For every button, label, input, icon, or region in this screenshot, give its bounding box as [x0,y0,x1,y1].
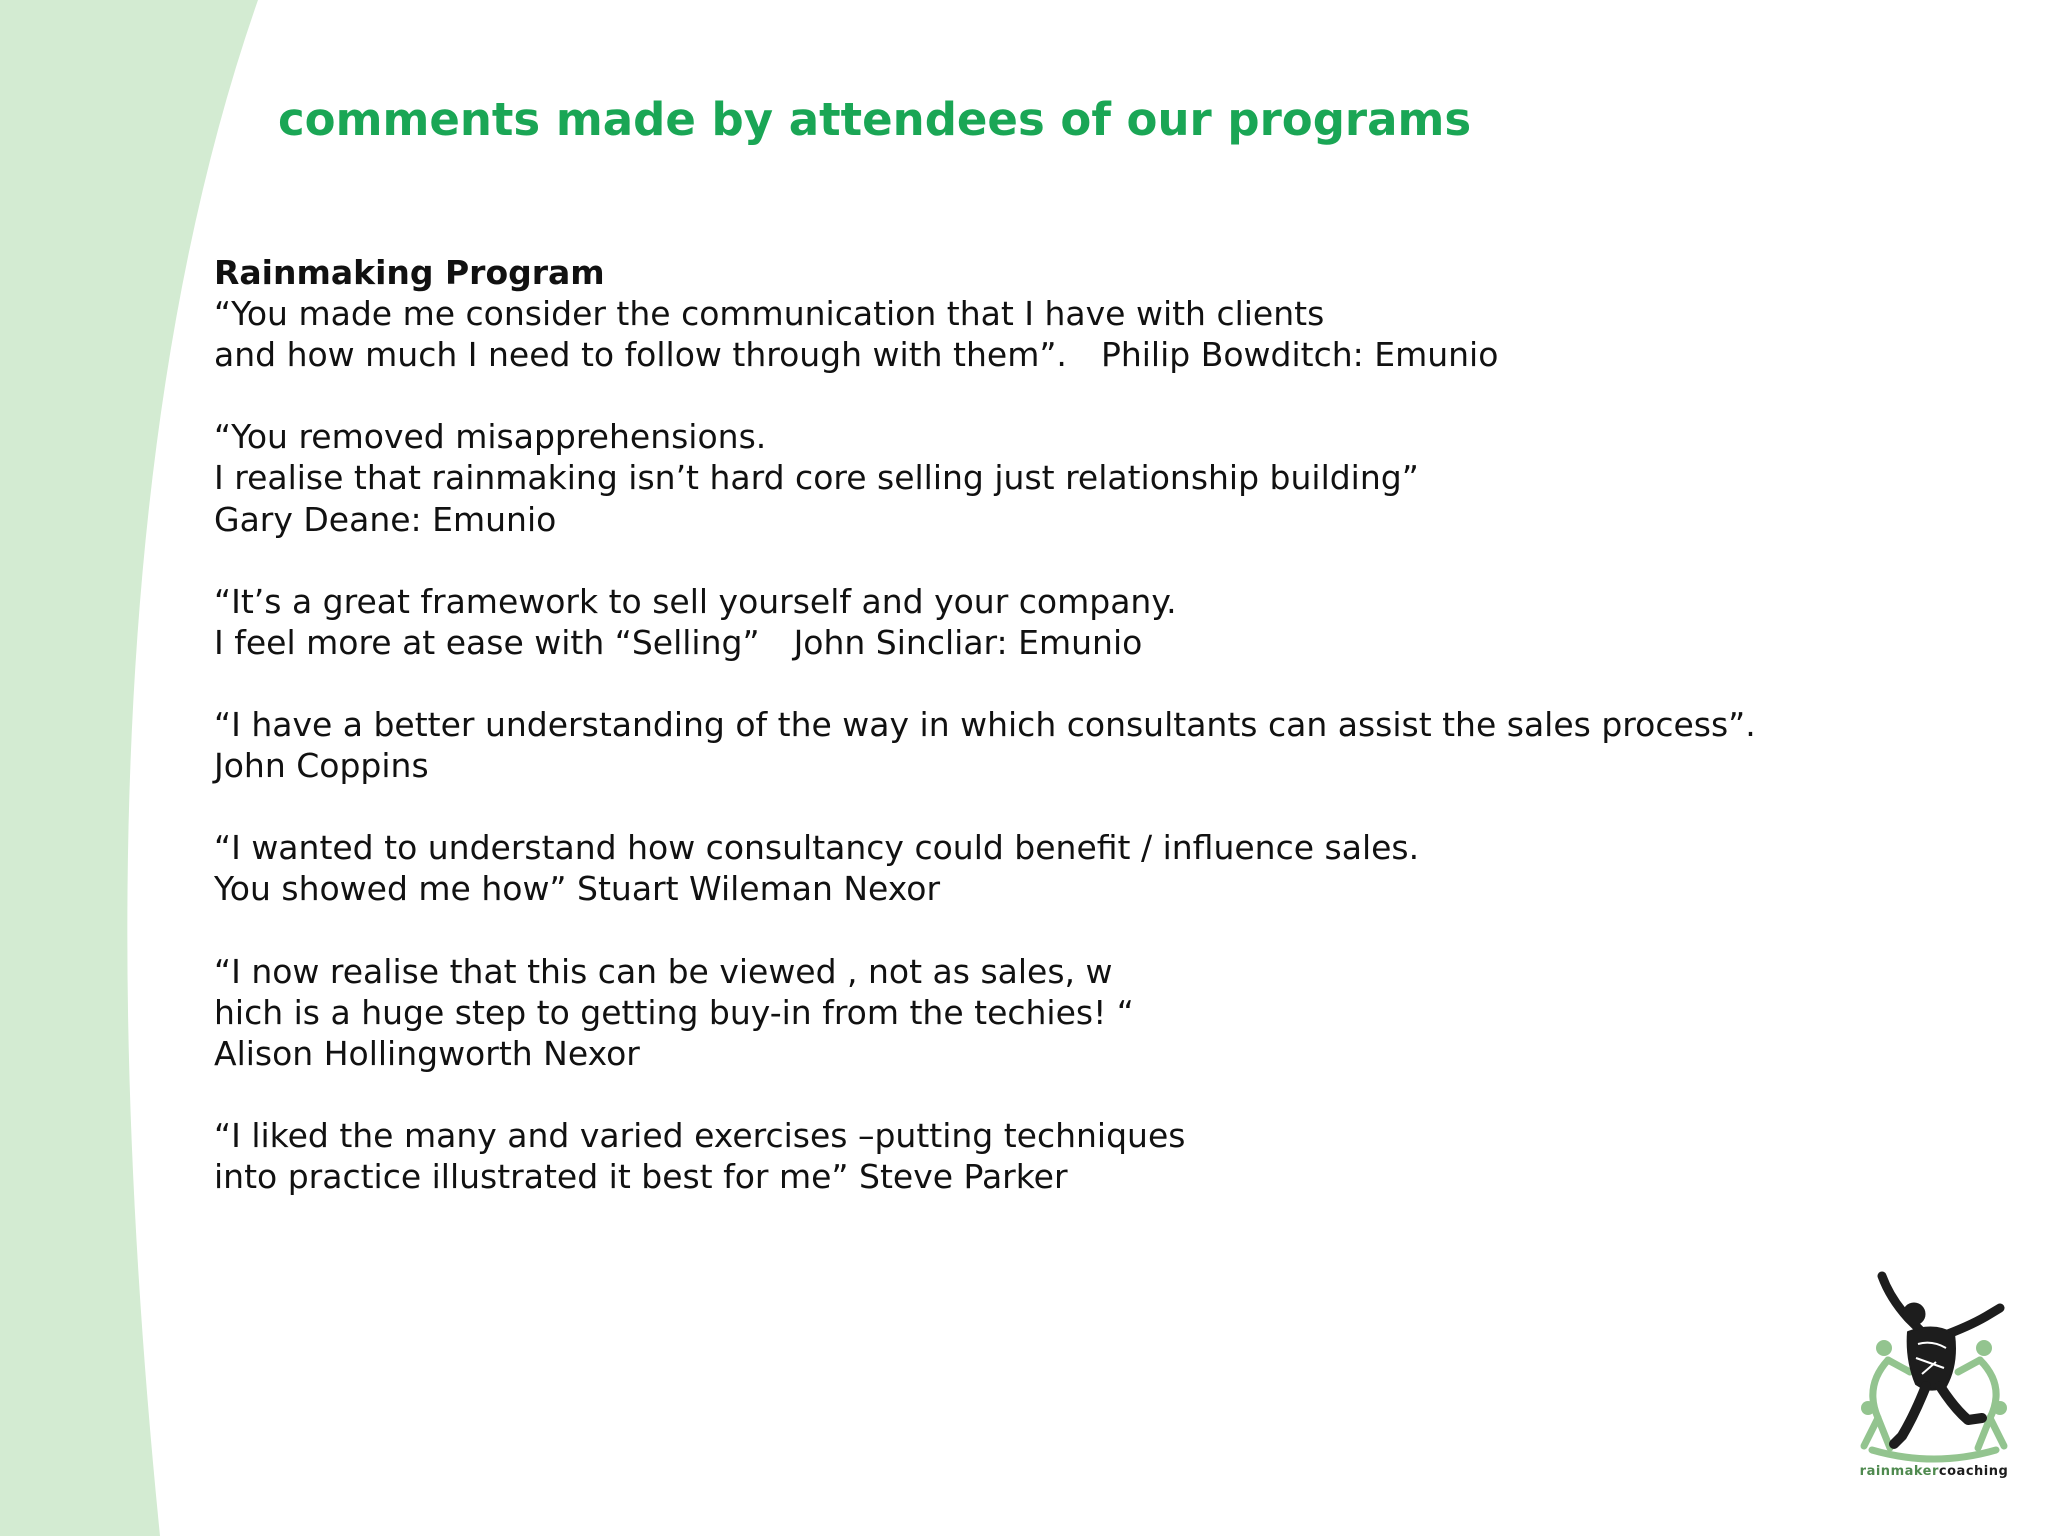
testimonial [214,1115,1994,1197]
testimonial [214,951,1994,1074]
dancing-figure-icon [1850,1268,2018,1463]
testimonial-author: John Coppins [214,746,429,786]
quote-line: “I have a better understanding of the way in which consultants can assist the sales process”. [214,705,1756,745]
logo-wordmark [1850,1464,2018,1479]
testimonial [214,581,1994,663]
testimonial-author: John Sincliar: Emunio [793,622,1143,662]
testimonial [214,704,1994,786]
slide-title: comments made by attendees of our programs [278,93,1472,146]
quote-line: You showed me how” Stuart Wileman Nexor [214,869,941,909]
quote-line: “I liked the many and varied exercises –putting techniques [214,1115,1186,1155]
testimonial [214,293,1994,375]
quote-line: “You made me consider the communication that I have with clients [214,294,1325,334]
quote-line: hich is a huge step to getting buy-in from the techies! “ [214,992,1134,1032]
program-heading: Rainmaking Program [214,253,605,292]
quote-line: “I wanted to understand how consultancy could benefit / influence sales. [214,828,1420,868]
logo-word-coaching: coaching [1938,1464,2009,1479]
testimonial-author: Philip Bowditch: Emunio [1100,335,1499,375]
logo-word-rainmaker: rainmaker [1859,1464,1939,1479]
testimonial-author: Gary Deane: Emunio [214,499,557,539]
testimonials-section [214,252,1994,1238]
quote-line: “You removed misapprehensions. [214,417,767,457]
testimonial [214,416,1994,539]
quote-line: I realise that rainmaking isn’t hard core selling just relationship building” [214,458,1419,498]
quote-line: and how much I need to follow through with them”. [214,335,1067,375]
quote-line: I feel more at ease with “Selling” [214,622,760,662]
testimonial [214,827,1994,909]
quote-line: “I now realise that this can be viewed , not as sales, w [214,951,1113,991]
quote-line: “It’s a great framework to sell yourself and your company. [214,581,1177,621]
testimonial-author: Alison Hollingworth Nexor [214,1033,640,1073]
rainmaker-coaching-logo [1850,1268,2018,1484]
quote-line: into practice illustrated it best for me” Steve Parker [214,1157,1068,1197]
